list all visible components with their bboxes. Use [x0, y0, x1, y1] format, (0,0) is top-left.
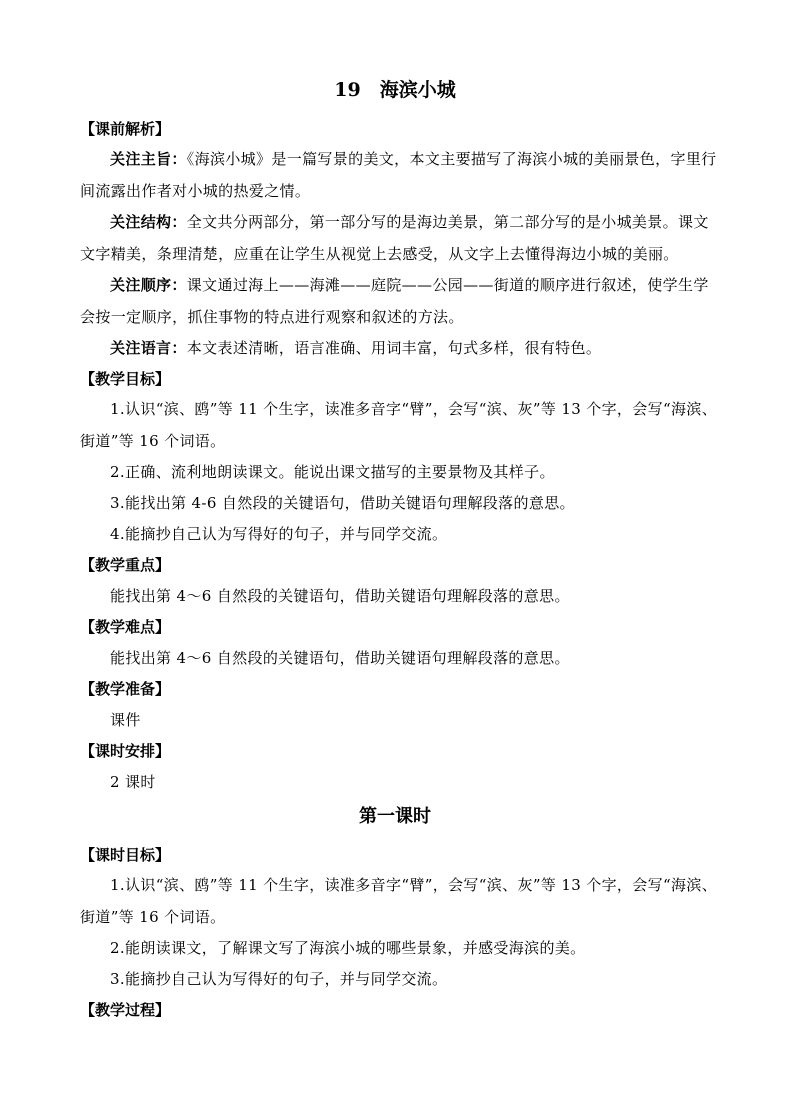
pre-analysis-structure [80, 206, 718, 270]
item-label: 关注语言： [110, 339, 187, 357]
item-label: 关注结构： [110, 213, 187, 231]
section-heading-difficulties: 【教学难点】 [80, 618, 171, 636]
goal-item: 3.能找出第 4-6 自然段的关键语句，借助关键语句理解段落的意思。 [110, 494, 575, 512]
section-heading-goals: 【教学目标】 [80, 370, 171, 388]
item-label: 关注主旨： [110, 150, 187, 168]
lesson1-goal-item: 1.认识“滨、鸥”等 11 个生字，读准多音字“臂”，会写“滨、灰”等 13 个字，会写“海滨、街道”等 16 个词语。 [80, 876, 718, 926]
pre-analysis-theme [80, 143, 718, 207]
goal-item: 2.正确、流利地朗读课文。能说出课文描写的主要景物及其样子。 [110, 463, 555, 481]
preparation-text: 课件 [110, 711, 141, 729]
item-text: 全文共分两部分，第一部分写的是海边美景，第二部分写的是小城美景。课文文字精美，条理清楚，应重在让学生从视觉上去感受，从文字上去懂得海边小城的美丽。 [80, 213, 709, 263]
lesson-title: 19 海滨小城 [334, 79, 456, 101]
difficulties-text: 能找出第 4～6 自然段的关键语句，借助关键语句理解段落的意思。 [110, 649, 570, 667]
schedule-text: 2 课时 [110, 773, 156, 791]
lesson1-goal-item: 2.能朗读课文，了解课文写了海滨小城的哪些景象，并感受海滨的美。 [110, 939, 586, 957]
pre-analysis-language [80, 337, 718, 359]
goal-item: 1.认识“滨、鸥”等 11 个生字，读准多音字“臂”，会写“滨、灰”等 13 个字，会写“海滨、街道”等 16 个词语。 [80, 400, 718, 450]
item-text: 课文通过海上——海滩——庭院——公园——街道的顺序进行叙述，使学生学会按一定顺序，抓住事物的特点进行观察和叙述的方法。 [80, 276, 709, 326]
item-label: 关注顺序： [110, 276, 187, 294]
item-text: 本文表述清晰，语言准确、用词丰富，句式多样，很有特色。 [186, 339, 602, 357]
section-heading-key-points: 【教学重点】 [80, 556, 171, 574]
lesson1-title: 第一课时 [359, 806, 431, 827]
lesson1-goal-item: 3.能摘抄自己认为写得好的句子，并与同学交流。 [110, 970, 448, 988]
section-heading-process: 【教学过程】 [80, 1001, 171, 1019]
section-heading-lesson1-goals: 【课时目标】 [80, 846, 171, 864]
key-points-text: 能找出第 4～6 自然段的关键语句，借助关键语句理解段落的意思。 [110, 587, 570, 605]
goal-item: 4.能摘抄自己认为写得好的句子，并与同学交流。 [110, 525, 448, 543]
section-heading-schedule: 【课时安排】 [80, 742, 171, 760]
item-text: 《海滨小城》是一篇写景的美文，本文主要描写了海滨小城的美丽景色，字里行间流露出作者对小城的热爱之情。 [80, 150, 717, 200]
pre-analysis-order [80, 269, 718, 333]
section-heading-preparation: 【教学准备】 [80, 680, 171, 698]
section-heading-pre-analysis: 【课前解析】 [80, 120, 171, 138]
